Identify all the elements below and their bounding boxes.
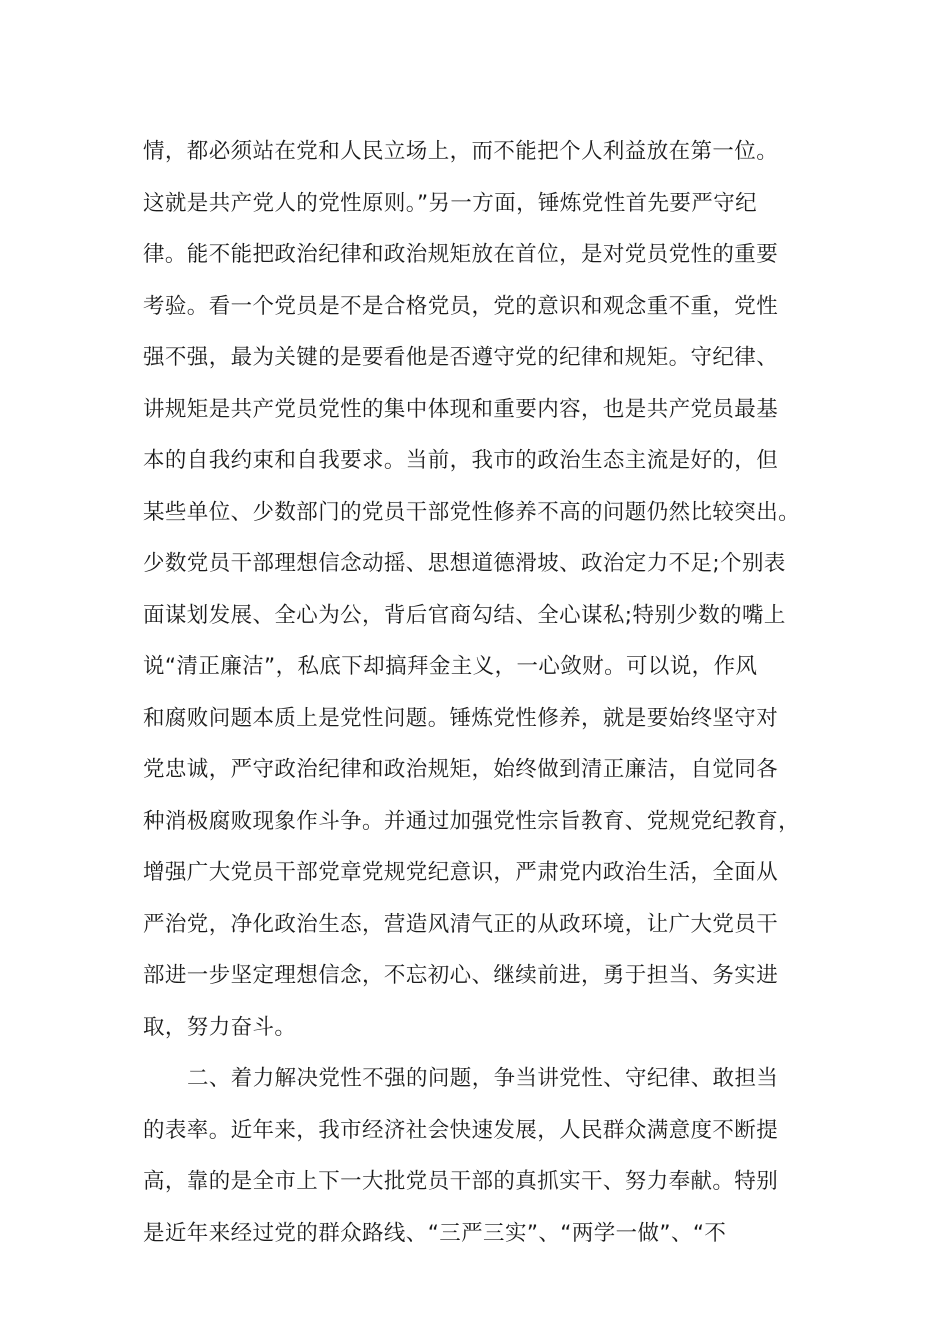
- text-line: 讲规矩是共产党员党性的集中体现和重要内容，也是共产党员最基: [143, 396, 779, 422]
- text-line: 增强广大党员干部党章党规党纪意识，严肃党内政治生活，全面从: [143, 860, 779, 885]
- text-line: 强不强，最为关键的是要看他是否遵守党的纪律和规矩。守纪律、: [143, 345, 779, 370]
- text-line: 说“清正廉洁”，私底下却搞拜金主义，一心敛财。可以说，作风: [143, 654, 758, 679]
- text-line: 考验。看一个党员是不是合格党员，党的意识和观念重不重，党性: [143, 293, 779, 319]
- text-line: 某些单位、少数部门的党员干部党性修养不高的问题仍然比较突出。: [143, 499, 801, 525]
- section-heading-line: 二、着力解决党性不强的问题，争当讲党性、守纪律、敢担当: [187, 1066, 779, 1091]
- text-line: 这就是共产党人的党性原则。”另一方面，锤炼党性首先要严守纪: [143, 190, 757, 216]
- text-line: 本的自我约束和自我要求。当前，我市的政治生态主流是好的，但: [143, 448, 779, 473]
- text-line: 取，努力奋斗。: [143, 1014, 297, 1040]
- text-line: 的表率。近年来，我市经济社会快速发展，人民群众满意度不断提: [143, 1117, 779, 1143]
- text-line: 面谋划发展、全心为公，背后官商勾结、全心谋私;特别少数的嘴上: [143, 602, 786, 628]
- text-line: 党忠诚，严守政治纪律和政治规矩，始终做到清正廉洁，自觉同各: [143, 757, 779, 782]
- text-line: 少数党员干部理想信念动摇、思想道德滑坡、政治定力不足;个别表: [143, 551, 786, 576]
- text-line: 部进一步坚定理想信念，不忘初心、继续前进，勇于担当、务实进: [143, 963, 779, 988]
- text-line: 严治党，净化政治生态，营造风清气正的从政环境，让广大党员干: [143, 911, 779, 937]
- text-line: 是近年来经过党的群众路线、“三严三实”、“两学一做”、“不: [143, 1220, 727, 1246]
- text-line: 种消极腐败现象作斗争。并通过加强党性宗旨教育、党规党纪教育，: [143, 808, 801, 834]
- body-text: [143, 132, 823, 1265]
- text-line: 情，都必须站在党和人民立场上，而不能把个人利益放在第一位。: [143, 139, 779, 164]
- text-line: 高，靠的是全市上下一大批党员干部的真抓实干、努力奉献。特别: [143, 1169, 779, 1194]
- text-line: 和腐败问题本质上是党性问题。锤炼党性修养，就是要始终坚守对: [143, 705, 779, 731]
- text-line: 律。能不能把政治纪律和政治规矩放在首位，是对党员党性的重要: [143, 242, 779, 267]
